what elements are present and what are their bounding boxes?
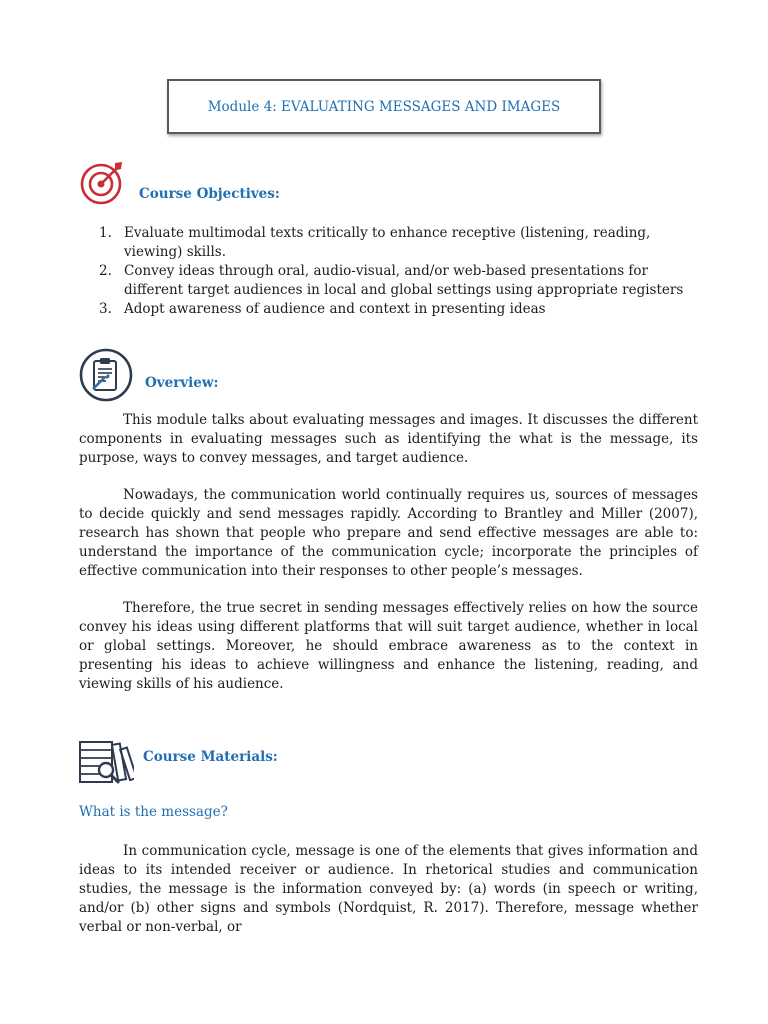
objective-item: 3. Adopt awareness of audience and context in presenting ideas bbox=[99, 301, 546, 317]
objectives-heading: Course Objectives: bbox=[139, 186, 280, 202]
overview-heading: Overview: bbox=[145, 375, 219, 391]
objectives-list bbox=[78, 224, 698, 319]
materials-paragraph: In communication cycle, message is one of the elements that gives information and ideas to its intended receiver or audience. In rhetorical studies and communication studies, the message is the information conveyed by: (a) words (in speech or writing, and/or (b) other signs and symbols (Nordquist, R. 2017). Therefore, message whether verbal or non-verbal, or bbox=[79, 843, 698, 935]
objective-item: 2. Convey ideas through oral, audio-visual, and/or web-based presentations for different target audiences in local and global settings using appropriate registers bbox=[99, 263, 684, 298]
overview-paragraph: This module talks about evaluating messages and images. It discusses the different components in evaluating messages such as identifying the what is the message, its purpose, ways to convey messages, and target audience. bbox=[79, 412, 698, 466]
module-title-box bbox=[167, 79, 601, 134]
target-icon bbox=[79, 158, 127, 206]
materials-heading: Course Materials: bbox=[143, 749, 278, 765]
overview-paragraph: Nowadays, the communication world continually requires us, sources of messages to decide quickly and send messages rapidly. According to Brantley and Miller (2007), research has shown that people who prepare and send effective messages are able to: understand the importance of the communication cycle; incorporate the principles of effective communication into their responses to other people’s messages. bbox=[79, 487, 698, 579]
book-search-icon bbox=[78, 738, 134, 786]
clipboard-icon bbox=[79, 348, 133, 402]
objective-item: 1. Evaluate multimodal texts critically to enhance receptive (listening, reading, viewing) skills. bbox=[99, 225, 651, 260]
module-title: Module 4: EVALUATING MESSAGES AND IMAGES bbox=[207, 98, 561, 115]
overview-paragraph: Therefore, the true secret in sending messages effectively relies on how the source convey his ideas using different platforms that will suit target audience, whether in local or global settings. Moreover, he should embrace awareness as to the context in presenting his ideas to achieve willingness and enhance the listening, reading, and viewing skills of his audience. bbox=[79, 600, 698, 692]
materials-subheading: What is the message? bbox=[79, 804, 228, 820]
